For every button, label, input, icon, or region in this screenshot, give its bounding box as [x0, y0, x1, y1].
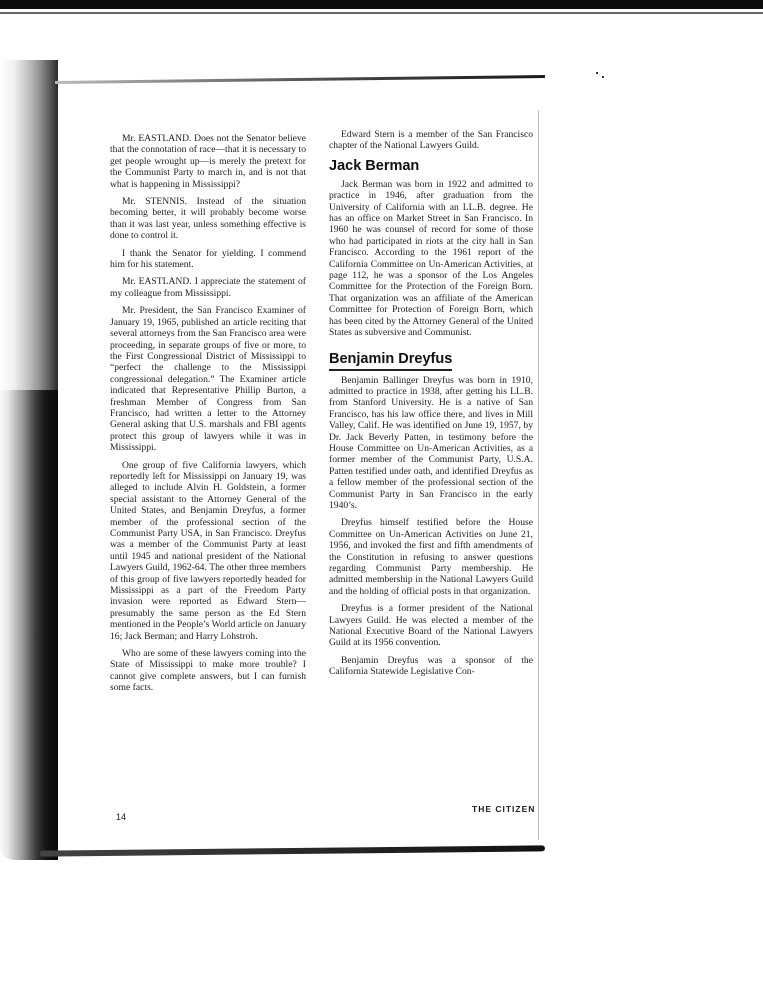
page-bottom-edge: [40, 845, 545, 856]
scan-speck: [602, 76, 604, 78]
paragraph: Jack Berman was born in 1922 and admitted to practice in 1946, after graduation from the University of California with an LL.B. degree. He has an office on Market Street in San Francisco. In 1960 he was counsel of record for some of those who had participated in riots at the city hall in San Francisco. According to the 1961 report of the California Committee on Un-American Activities, at page 112, he was a sponsor of the Los Angeles Committee for the Protection of the Foreign Born. That organization was an affiliate of the American Committee for Protection of Foreign Born, which has been cited by the Attorney General of the United States as subversive and Communist.: [329, 178, 533, 339]
section-heading-berman: Jack Berman: [329, 157, 420, 174]
paragraph: Mr. STENNIS. Instead of the situation becoming better, it will probably become worse than it was last year, unless something effective is done to control it.: [110, 196, 306, 242]
left-column: [110, 133, 306, 700]
paragraph: Edward Stern is a member of the San Francisco chapter of the National Lawyers Guild.: [329, 129, 533, 152]
paragraph: I thank the Senator for yielding. I commend him for his statement.: [110, 247, 306, 271]
publication-footer: THE CITIZEN: [472, 804, 536, 814]
page-top-edge: [55, 75, 545, 84]
page-number: 14: [116, 812, 127, 822]
paragraph: Dreyfus himself testified before the House Committee on Un-American Activities on June 21, 1956, and invoked the first and fifth amendments of the Constitution in refusing to answer questions regarding Communist Party membership. He admitted membership in the National Lawyers Guild and the holding of official posts in that organization.: [329, 517, 533, 597]
paragraph: One group of five California lawyers, which reportedly left for Mississippi on January 19, was alleged to include Alvin H. Goldstein, a former special assistant to the Attorney General of the United States, and Benjamin Dreyfus, a former member of the professional section of the Communist Party USA, in San Francisco. Dreyfus was a member of the Communist Party at least until 1945 and national president of the National Lawyers Guild, 1962-64. The other three members of this group of five lawyers reportedly headed for Mississippi as a part of the Freedom Party invasion were reported as Edward Stern—presumably the same person as the Ed Stern mentioned in the People’s World article on January 16; Jack Berman; and Harry Lohstroh.: [110, 459, 306, 642]
right-column: [329, 129, 533, 684]
scan-top-border: [0, 0, 763, 9]
paragraph: Mr. EASTLAND. Does not the Senator believe that the connotation of race—that it is necessary to get people wrought up—is merely the pretext for the Communist Party to march in, and is not that what is happening in Mississippi?: [110, 133, 306, 190]
scan-speck: [596, 72, 598, 74]
paragraph: Benjamin Ballinger Dreyfus was born in 1910, admitted to practice in 1938, after getting his LL.B. from Stanford University. He is a native of San Francisco, has his law office there, and lives in Mill Valley, Calif. He was identified on June 19, 1957, by Dr. Jack Beverly Patten, in testimony before the House Committee on Un-American Activities, as a former member of the Communist Party, U.S.A. Patten testified under oath, and identified Dreyfus as a fellow member of the professional section of the Communist Party in San Francisco in the early 1940’s.: [329, 374, 533, 511]
paragraph: Mr. President, the San Francisco Examiner of January 19, 1965, published an article reciting that several attorneys from the San Francisco area were proceeding, in separate groups of five or more, to the First Congressional District of Mississippi to “perfect the challenge to the Mississippi congressional delegation.” The Examiner article indicated that Representative Phillip Burton, a freshman Member of Congress from San Francisco, had written a letter to the Attorney General asking that U.S. marshals and FBI agents protect this group of lawyers while it was in Mississippi.: [110, 305, 306, 454]
book-binding-highlight: [0, 60, 58, 390]
page-right-edge: [538, 110, 539, 840]
section-heading-dreyfus: Benjamin Dreyfus: [329, 351, 452, 371]
paragraph: Mr. EASTLAND. I appreciate the statement of my colleague from Mississippi.: [110, 276, 306, 299]
paragraph: Who are some of these lawyers coming into the State of Mississippi to make more trouble? I cannot give complete answers, but I can furnish some facts.: [110, 648, 306, 694]
paragraph: Benjamin Dreyfus was a sponsor of the California Statewide Legislative Con-: [329, 654, 533, 678]
paragraph: Dreyfus is a former president of the National Lawyers Guild. He was elected a member of the National Executive Board of the National Lawyers Guild at its 1956 convention.: [329, 603, 533, 649]
scan-top-rule: [0, 12, 763, 14]
